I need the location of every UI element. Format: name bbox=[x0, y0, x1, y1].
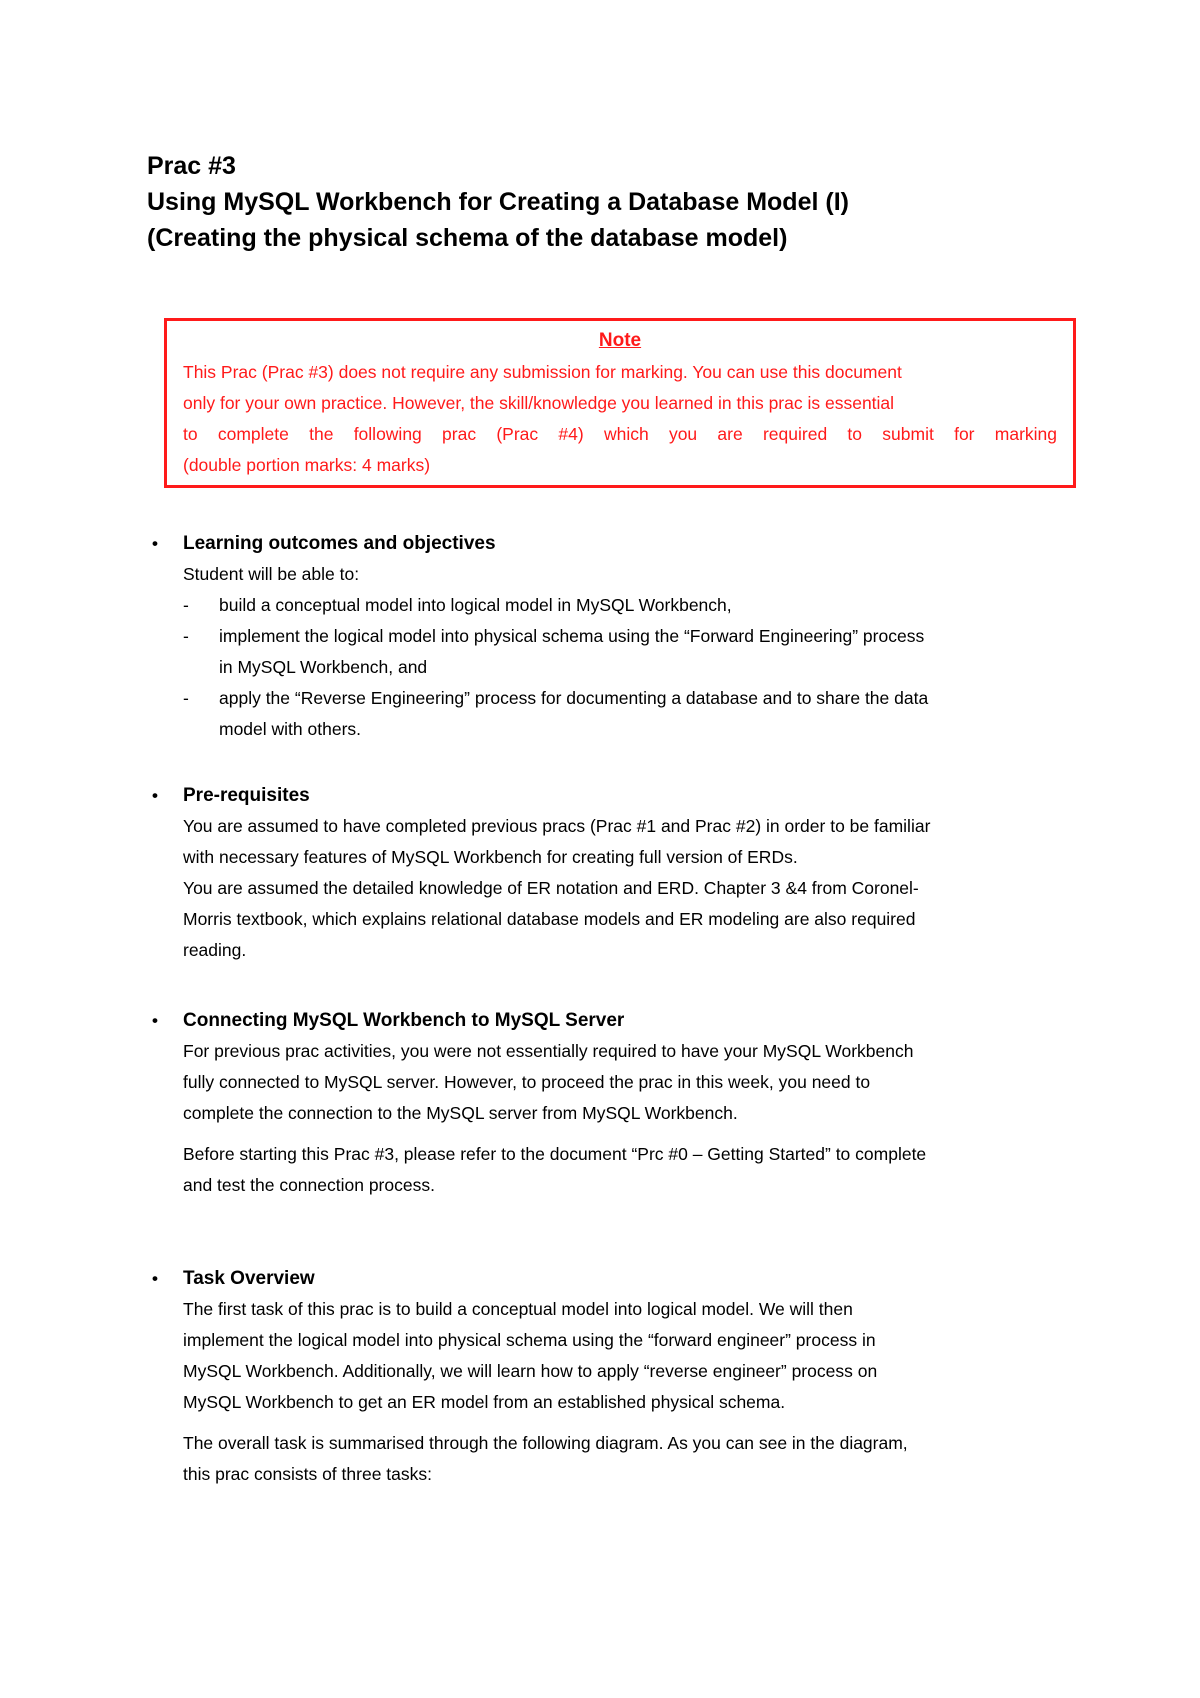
list-item bbox=[147, 621, 1067, 683]
body-text: and test the connection process. bbox=[183, 1175, 435, 1195]
section-heading-row bbox=[147, 1005, 1067, 1036]
bullet-icon: • bbox=[152, 786, 158, 805]
body-text: MySQL Workbench to get an ER model from an established physical schema. bbox=[183, 1392, 786, 1412]
section-learning-outcomes bbox=[147, 528, 1067, 745]
body-text: this prac consists of three tasks: bbox=[183, 1464, 432, 1484]
note-line: (double portion marks: 4 marks) bbox=[183, 455, 431, 475]
section-heading: Task Overview bbox=[183, 1268, 315, 1289]
section-prerequisites bbox=[147, 780, 1067, 966]
bullet-icon: • bbox=[152, 1269, 158, 1288]
section-heading: Pre-requisites bbox=[183, 785, 310, 806]
prac-number-title: Prac #3 bbox=[147, 152, 236, 180]
body-text: You are assumed to have completed previous pracs (Prac #1 and Prac #2) in order to be familiar bbox=[183, 816, 931, 836]
section-heading-row bbox=[147, 1263, 1067, 1294]
list-item-text: model with others. bbox=[219, 719, 362, 739]
body-text: MySQL Workbench. Additionally, we will learn how to apply “reverse engineer” process on bbox=[183, 1361, 878, 1381]
note-line: to complete the following prac (Prac #4) which you are required to submit for marking bbox=[183, 424, 1057, 444]
bullet-icon: • bbox=[152, 534, 158, 553]
list-item-text: in MySQL Workbench, and bbox=[219, 657, 428, 677]
paragraph-gap bbox=[147, 1129, 1067, 1139]
section-heading: Connecting MySQL Workbench to MySQL Server bbox=[183, 1010, 625, 1031]
section-connecting bbox=[147, 1005, 1067, 1201]
body-text: complete the connection to the MySQL server from MySQL Workbench. bbox=[183, 1103, 738, 1123]
section-task-overview bbox=[147, 1263, 1067, 1490]
title-block bbox=[147, 148, 1087, 256]
dash-icon: - bbox=[183, 595, 189, 615]
note-heading: Note bbox=[598, 330, 642, 351]
note-box bbox=[164, 318, 1076, 488]
note-line: only for your own practice. However, the skill/knowledge you learned in this prac is essential bbox=[183, 393, 895, 413]
list-item bbox=[147, 590, 1067, 621]
body-text: Student will be able to: bbox=[183, 564, 360, 584]
dash-icon: - bbox=[183, 626, 189, 646]
body-text: The first task of this prac is to build a conceptual model into logical model. We will then bbox=[183, 1299, 853, 1319]
body-text: You are assumed the detailed knowledge of ER notation and ERD. Chapter 3 &4 from Coronel- bbox=[183, 878, 919, 898]
body-text: reading. bbox=[183, 940, 247, 960]
body-text: Before starting this Prac #3, please refer to the document “Prc #0 – Getting Started” to complete bbox=[183, 1144, 927, 1164]
body-text: For previous prac activities, you were not essentially required to have your MySQL Workbench bbox=[183, 1041, 914, 1061]
bullet-icon: • bbox=[152, 1011, 158, 1030]
list-item bbox=[147, 683, 1067, 745]
note-text bbox=[183, 357, 1057, 481]
body-text: fully connected to MySQL server. However, to proceed the prac in this week, you need to bbox=[183, 1072, 871, 1092]
list-item-text: build a conceptual model into logical model in MySQL Workbench, bbox=[219, 595, 732, 615]
main-title: Using MySQL Workbench for Creating a Database Model (I) bbox=[147, 188, 849, 216]
section-heading-row bbox=[147, 528, 1067, 559]
body-text: implement the logical model into physical schema using the “forward engineer” process in bbox=[183, 1330, 876, 1350]
section-heading: Learning outcomes and objectives bbox=[183, 533, 496, 554]
body-text: The overall task is summarised through the following diagram. As you can see in the diagram, bbox=[183, 1433, 908, 1453]
note-line: This Prac (Prac #3) does not require any submission for marking. You can use this document bbox=[183, 362, 902, 382]
section-heading-row bbox=[147, 780, 1067, 811]
body-text: with necessary features of MySQL Workbench for creating full version of ERDs. bbox=[183, 847, 798, 867]
paragraph-gap bbox=[147, 1418, 1067, 1428]
list-item-text: implement the logical model into physical schema using the “Forward Engineering” process bbox=[219, 626, 925, 646]
dash-icon: - bbox=[183, 688, 189, 708]
list-item-text: apply the “Reverse Engineering” process for documenting a database and to share the data bbox=[219, 688, 929, 708]
body-text: Morris textbook, which explains relational database models and ER modeling are also required bbox=[183, 909, 916, 929]
subtitle: (Creating the physical schema of the database model) bbox=[147, 224, 788, 252]
